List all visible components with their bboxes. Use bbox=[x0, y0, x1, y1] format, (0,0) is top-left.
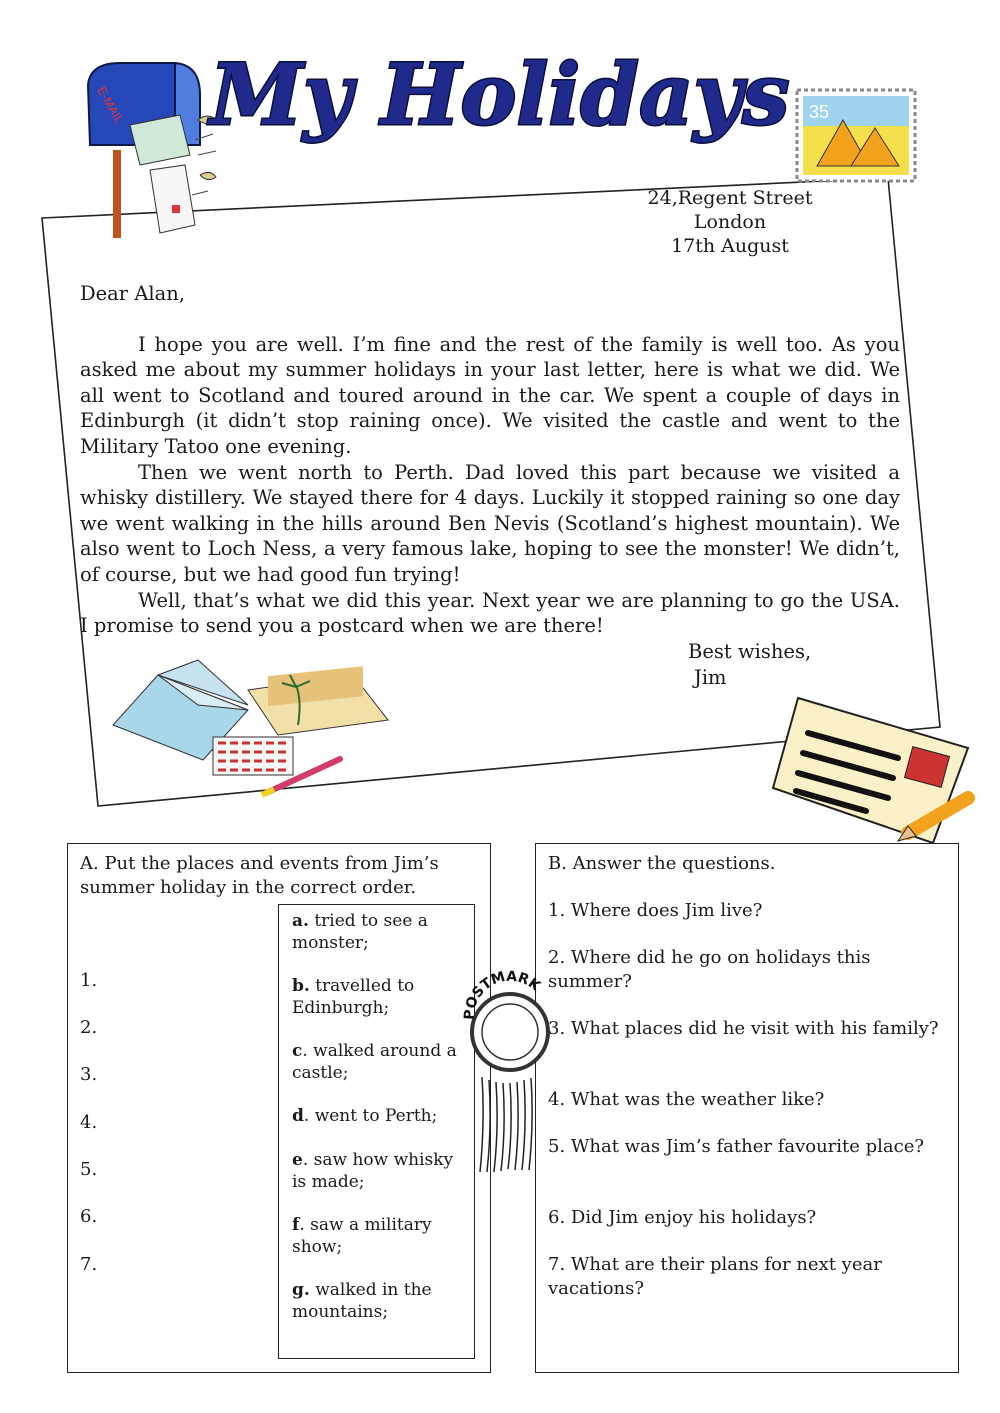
sender-address bbox=[640, 186, 820, 258]
letter-signature: Jim bbox=[694, 666, 727, 689]
address-street: 24,Regent Street bbox=[647, 187, 813, 209]
option-item: a. tried to see a monster; bbox=[292, 911, 428, 953]
stamp-icon bbox=[795, 88, 917, 183]
answer-slot-number: 7. bbox=[80, 1254, 98, 1275]
page-title bbox=[200, 36, 800, 146]
option-item: b. travelled to Edinburgh; bbox=[292, 976, 415, 1018]
answer-slot-number: 3. bbox=[80, 1064, 98, 1085]
option-item: c. walked around a castle; bbox=[292, 1041, 457, 1083]
exercise-a-instruction: A. Put the places and events from Jim’s summer holiday in the correct order. bbox=[80, 853, 439, 898]
letter-paragraph: I hope you are well. I’m fine and the rest of the family is well too. As you asked me about my summer holidays in your last letter, here is what we did. We all went to Scotland and toured around in the car. We spent a couple of days in Edinburgh (it didn’t stop raining once). We visited the castle and went to the Military Tatoo one evening. bbox=[80, 332, 900, 458]
question-item: 4. What was the weather like? bbox=[548, 1089, 825, 1110]
question-item: 5. What was Jim’s father favourite place? bbox=[548, 1136, 925, 1157]
postmark-stamp-icon bbox=[462, 962, 554, 1177]
postcard-pencil-illustration bbox=[768, 693, 978, 848]
letter-body bbox=[80, 281, 900, 639]
options-box bbox=[278, 904, 475, 1359]
letter-signoff bbox=[688, 639, 811, 691]
question-item: 6. Did Jim enjoy his holidays? bbox=[548, 1207, 817, 1228]
option-item: g. walked in the mountains; bbox=[292, 1280, 432, 1322]
letter-paragraph: Then we went north to Perth. Dad loved this part because we visited a whisky distillery. We stayed there for 4 days. Luckily it stopped raining so one day we went walking in the hills around Ben Nevis (Scotland’s highest mountain). We also went to Loch Ness, a very famous lake, hoping to see the monster! We didn’t, of course, but we had good fun trying! bbox=[80, 460, 900, 586]
answer-slot-number: 2. bbox=[80, 1017, 98, 1038]
stamp-value: 35 bbox=[809, 102, 830, 122]
exercise-b-box bbox=[535, 843, 959, 1373]
svg-text:My Holidays: My Holidays bbox=[210, 45, 790, 144]
letter-paragraph: Well, that’s what we did this year. Next year we are planning to go the USA. I promise to send you a postcard when we are there! bbox=[80, 588, 900, 638]
exercise-b-instruction: B. Answer the questions. bbox=[548, 853, 776, 874]
question-item: 3. What places did he visit with his family? bbox=[548, 1018, 939, 1039]
address-city: London bbox=[693, 211, 767, 233]
answer-slot-number: 6. bbox=[80, 1206, 98, 1227]
envelope-postcard-illustration bbox=[108, 655, 393, 800]
answer-slot-number: 1. bbox=[80, 970, 98, 991]
letter-closing: Best wishes, bbox=[688, 640, 812, 663]
answer-slot-number: 5. bbox=[80, 1159, 98, 1180]
option-item: f. saw a military show; bbox=[292, 1215, 432, 1257]
letter-greeting: Dear Alan, bbox=[80, 282, 186, 305]
exercise-a-box bbox=[67, 843, 491, 1373]
question-item: 1. Where does Jim live? bbox=[548, 900, 763, 921]
question-item: 7. What are their plans for next year vacations? bbox=[548, 1254, 882, 1299]
option-item: e. saw how whisky is made; bbox=[292, 1150, 454, 1192]
question-item: 2. Where did he go on holidays this summer? bbox=[548, 947, 871, 992]
answer-slot-number: 4. bbox=[80, 1112, 98, 1133]
address-date: 17th August bbox=[671, 235, 789, 257]
option-item: d. went to Perth; bbox=[292, 1106, 438, 1126]
postmark-label: POSTMARK bbox=[462, 968, 544, 1021]
mailbox-label: E-MAIL bbox=[94, 84, 127, 126]
